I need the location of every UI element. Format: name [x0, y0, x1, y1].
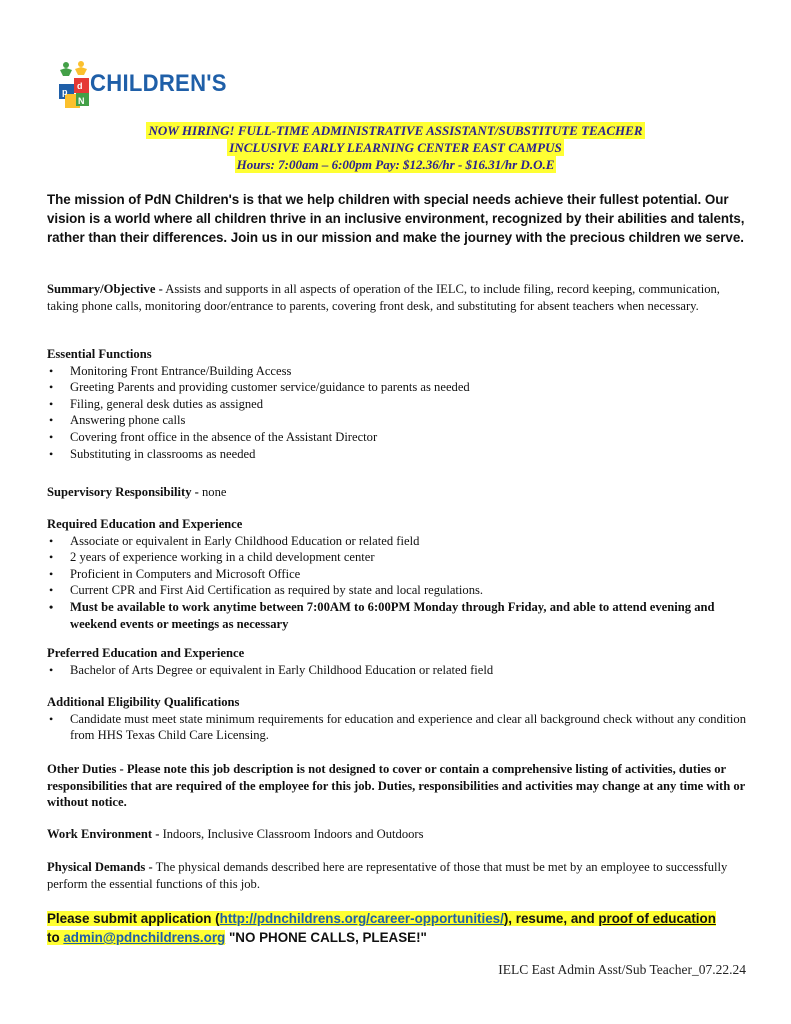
svg-text:d: d: [77, 81, 83, 91]
supervisory-section: [47, 484, 747, 501]
preferred-heading: Preferred Education and Experience: [47, 646, 245, 660]
workenv-text: Indoors, Inclusive Classroom Indoors and Outdoors: [159, 827, 424, 841]
additional-qualifications-section: [47, 694, 747, 744]
list-item: • Filing, general desk duties as assigned: [47, 396, 747, 413]
list-item: • Substituting in classrooms as needed: [47, 446, 747, 463]
apply-text-3: to: [47, 930, 64, 945]
list-item: • Current CPR and First Aid Certification as required by state and local regulations.: [47, 582, 747, 599]
list-item: • Answering phone calls: [47, 412, 747, 429]
additional-heading: Additional Eligibility Qualifications: [47, 695, 240, 709]
list-item: • Bachelor of Arts Degree or equivalent in Early Childhood Education or related field: [47, 662, 747, 679]
email-link[interactable]: admin@pdnchildrens.org: [63, 930, 226, 945]
header-hours-pay: Hours: 7:00am – 6:00pm Pay: $12.36/hr - $16.31/hr D.O.E: [236, 157, 555, 172]
list-item: • Candidate must meet state minimum requirements for education and experience and clear all background check without any condition from HHS Texas Child Care Licensing.: [47, 711, 747, 744]
header-title: NOW HIRING! FULL-TIME ADMINISTRATIVE ASSISTANT/SUBSTITUTE TEACHER: [148, 123, 643, 138]
supervisory-label: Supervisory Responsibility -: [47, 485, 199, 499]
other-duties-section: Other Duties - Please note this job description is not designed to cover or contain a comprehensive listing of activities, duties or responsibilities that are required of the employee for this job. Duties, responsibilities and activities may change at any time with or without notice.: [47, 762, 746, 810]
preferred-education-section: [47, 645, 747, 678]
list-item: • Greeting Parents and providing customer service/guidance to parents as needed: [47, 379, 747, 396]
list-item: • Proficient in Computers and Microsoft Office: [47, 566, 747, 583]
no-phone-calls-text: "NO PHONE CALLS, PLEASE!": [225, 930, 427, 945]
summary-section: [47, 281, 747, 314]
logo-text: CHILDREN'S: [90, 70, 227, 97]
physical-demands-section: [47, 859, 747, 892]
document-footer: IELC East Admin Asst/Sub Teacher_07.22.24: [498, 962, 746, 977]
mission-statement: The mission of PdN Children's is that we help children with special needs achieve their fullest potential. Our vision is a world where all children thrive in an inclusive environment, recognized by their abilities and talents, rather than their differences. Join us in our mission and make the journey with the precious children we serve.: [47, 192, 745, 246]
company-logo: [57, 60, 227, 110]
apply-text-1: Please submit application (: [47, 911, 220, 926]
proof-of-education-text: proof of education: [598, 911, 716, 926]
list-item-availability: • Must be available to work anytime between 7:00AM to 6:00PM Monday through Friday, and able to attend evening and weekend events or meetings as necessary: [47, 599, 747, 632]
required-heading: Required Education and Experience: [47, 517, 243, 531]
list-item: • Associate or equivalent in Early Childhood Education or related field: [47, 533, 747, 550]
application-instructions: [47, 909, 747, 947]
summary-text: Assists and supports in all aspects of operation of the IELC, to include filing, record keeping, communication, taking phone calls, monitoring door/entrance to parents, covering front desk, and substituting for absent teachers when necessary.: [47, 282, 720, 313]
list-item: • Covering front office in the absence of the Assistant Director: [47, 429, 747, 446]
posting-header: [0, 122, 791, 173]
essential-heading: Essential Functions: [47, 347, 152, 361]
physical-text: The physical demands described here are representative of those that must be met by an employee to successfully perform the essential functions of this job.: [47, 860, 728, 891]
svg-text:p: p: [62, 87, 68, 97]
svg-text:N: N: [78, 96, 85, 106]
work-environment-section: [47, 826, 747, 843]
list-item: • 2 years of experience working in a child development center: [47, 549, 747, 566]
header-campus: INCLUSIVE EARLY LEARNING CENTER EAST CAMPUS: [229, 140, 562, 155]
summary-label: Summary/Objective -: [47, 282, 163, 296]
apply-text-2: ), resume, and: [503, 911, 599, 926]
physical-label: Physical Demands -: [47, 860, 153, 874]
list-item: • Monitoring Front Entrance/Building Access: [47, 363, 747, 380]
essential-functions-section: [47, 346, 747, 462]
required-education-section: [47, 516, 747, 632]
pdn-blocks-logo-icon: [57, 60, 91, 110]
career-opportunities-link[interactable]: http://pdnchildrens.org/career-opportunities/: [219, 911, 504, 926]
supervisory-text: none: [198, 485, 227, 499]
workenv-label: Work Environment -: [47, 827, 160, 841]
